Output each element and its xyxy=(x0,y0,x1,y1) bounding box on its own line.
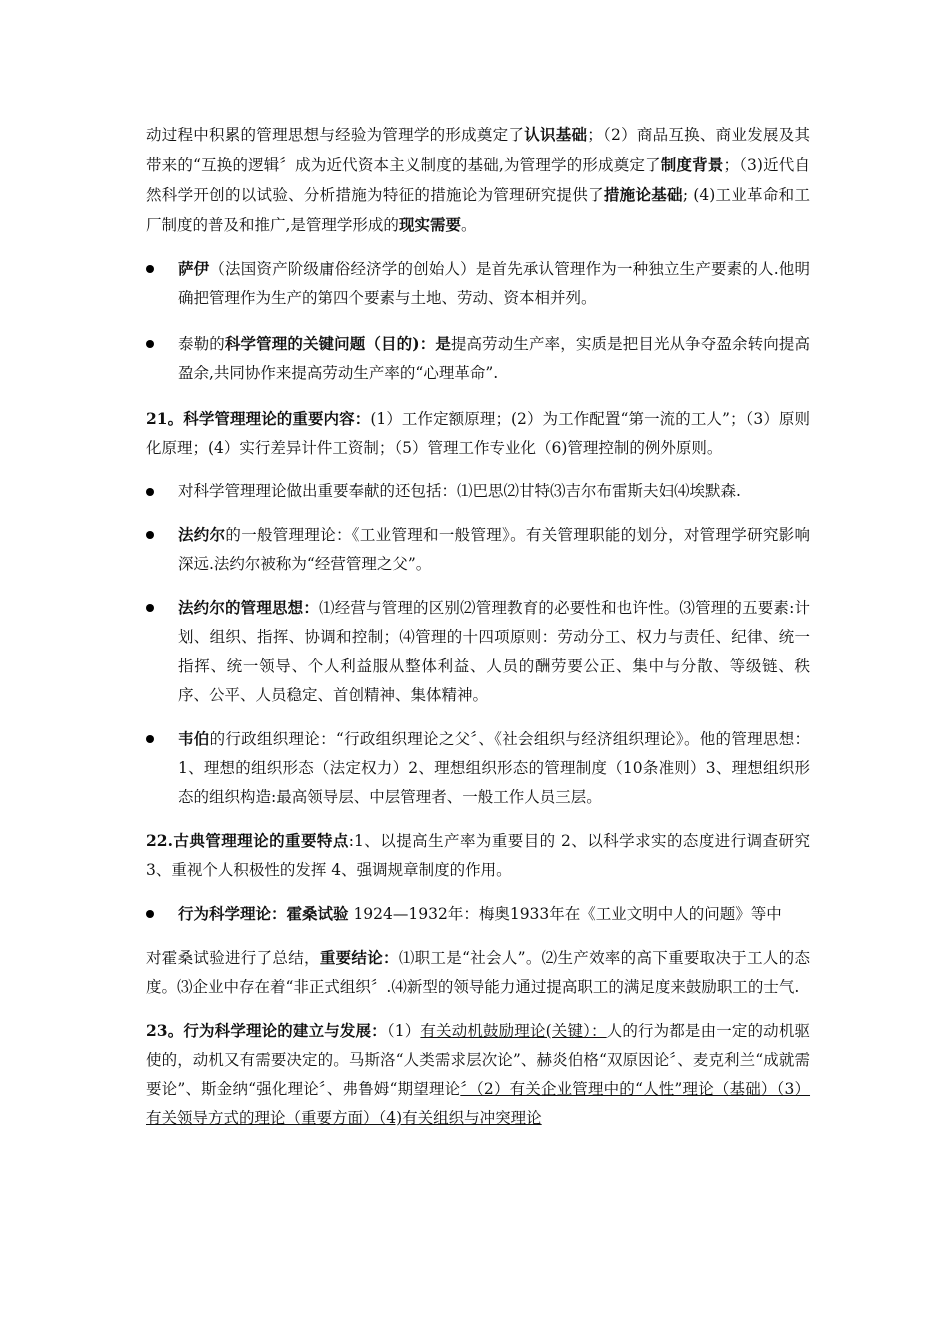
text: 提高劳动生产率，实质是把目光从争夺盈余转向提高盈余,共同协作来提高劳动生产率的“心理革命”. xyxy=(178,335,810,382)
text: 的行政组织理论：“行政组织理论之父〞、《社会组织与经济组织理论》。他的管理思想：1、理想的组织形态（法定权力）2、理想组织形态的管理制度（10条准则）3、理想组织形态的组织构造:最高领导层、中层管理者、一般工作人员三层。 xyxy=(178,730,810,806)
bold-term: 萨伊 xyxy=(178,259,210,278)
section-heading: 23。行为科学理论的建立与发展： xyxy=(146,1021,387,1040)
text: 人的行为都是由一定的动机驱使的，动机又有需要决定的。马斯洛“人类需求层次论”、赫炎伯格“双原因论〞、麦克利兰“成就需要论”、斯金纳“强化理论〞、弗鲁姆“期望理论 xyxy=(146,1022,810,1098)
bold-term: 现实需要 xyxy=(398,215,461,234)
underlined-text: 〞（2）有关企业管理中的“人性”理论（基础）（3）有关领导方式的理论（重要方面）（4)有关组织与冲突理论 xyxy=(146,1080,811,1127)
bold-term: 措施论基础 xyxy=(603,185,683,204)
bullet-dot xyxy=(146,531,154,539)
bold-term: 法约尔 xyxy=(178,525,226,544)
text: 1924—1932年：梅奥1933年在《工业文明中人的问题》等中 xyxy=(348,905,782,923)
bullet-dot xyxy=(146,735,154,743)
text: 的一般管理理论：《工业管理和一般管理》。有关管理职能的划分，对管理学研究影响深远.法约尔被称为“经营管理之父”。 xyxy=(178,526,810,573)
bullet-fayol xyxy=(146,520,810,579)
text: 对科学管理理论做出重要奉献的还包括：⑴巴思⑵甘特⑶吉尔布雷斯夫妇⑷埃默森. xyxy=(178,482,741,500)
text: ; (4)工业革命和工厂制度的普及和推广,是管理学形成的 xyxy=(146,186,810,234)
bold-term: 认识基础 xyxy=(524,125,588,144)
bullet-say xyxy=(146,254,810,313)
document-page xyxy=(146,120,810,1133)
paragraph-intro xyxy=(146,120,810,240)
bullet-contributors xyxy=(146,477,810,506)
section-heading: 22.古典管理理论的重要特点 xyxy=(146,831,349,850)
bold-term: 科学管理的关键问题（目的)：是 xyxy=(224,334,451,353)
text: :1、以提高生产率为重要目的 2、以科学求实的态度进行调查研究 3、重视个人积极性的发挥 4、强调规章制度的作用。 xyxy=(146,832,810,879)
bullet-dot xyxy=(146,340,154,348)
text: 。 xyxy=(460,216,477,234)
bullet-weber xyxy=(146,724,810,812)
text: （1） xyxy=(386,1022,421,1040)
paragraph-hawthorne-conclusion xyxy=(146,943,810,1002)
bold-term: 行为科学理论：霍桑试验 xyxy=(178,904,349,923)
text: （法国资产阶级庸俗经济学的创始人）是首先承认管理作为一种独立生产要素的人.他明确把管理作为生产的第四个要素与土地、劳动、资本相并列。 xyxy=(178,260,810,307)
bold-term: 法约尔的管理思想： xyxy=(178,598,320,617)
bullet-dot xyxy=(146,265,154,273)
bullet-dot xyxy=(146,910,154,918)
section-21 xyxy=(146,404,810,463)
text: ；（3)近代自然科学开创的以试验、分析措施为特征的措施论为管理研究提供了 xyxy=(146,156,810,204)
section-heading: 21。科学管理理论的重要内容： xyxy=(146,409,371,428)
bullet-dot xyxy=(146,488,154,496)
bold-term: 韦伯 xyxy=(178,729,210,748)
bold-term: 重要结论： xyxy=(319,948,399,967)
text: ⑴职工是“社会人”。⑵生产效率的高下重要取决于工人的态度。⑶企业中存在着“非正式组织〞.⑷新型的领导能力通过提高职工的满足度来鼓励职工的士气. xyxy=(146,949,810,996)
text: 泰勒的 xyxy=(178,335,225,353)
text: ⑴经营与管理的区别⑵管理教育的必要性和也许性。⑶管理的五要素:计划、组织、指挥、协调和控制；⑷管理的十四项原则：劳动分工、权力与责任、纪律、统一指挥、统一领导、个人利益服从整体利益、人员的酬劳要公正、集中与分散、等级链、秩序、公平、人员稳定、首创精神、集体精神。 xyxy=(178,599,810,704)
bullet-taylor xyxy=(146,329,810,388)
section-23 xyxy=(146,1016,810,1133)
section-22 xyxy=(146,826,810,885)
text: (1）工作定额原理；(2）为工作配置“第一流的工人”；（3）原则化原理；(4）实行差异计件工资制；（5）管理工作专业化（6)管理控制的例外原则。 xyxy=(146,410,811,457)
text: 对霍桑试验进行了总结， xyxy=(146,949,320,967)
text: ；（2）商品互换、商业发展及其带来的“互换的逻辑〞成为近代资本主义制度的基础,为管理学的形成奠定了 xyxy=(146,126,810,174)
underlined-text: 有关动机鼓励理论(关键）： xyxy=(420,1022,607,1040)
bold-term: 制度背景 xyxy=(660,155,724,174)
bullet-dot xyxy=(146,604,154,612)
bullet-hawthorne xyxy=(146,899,810,929)
bullet-fayol-thought xyxy=(146,593,810,710)
text: 动过程中积累的管理思想与经验为管理学的形成奠定了 xyxy=(146,126,525,144)
